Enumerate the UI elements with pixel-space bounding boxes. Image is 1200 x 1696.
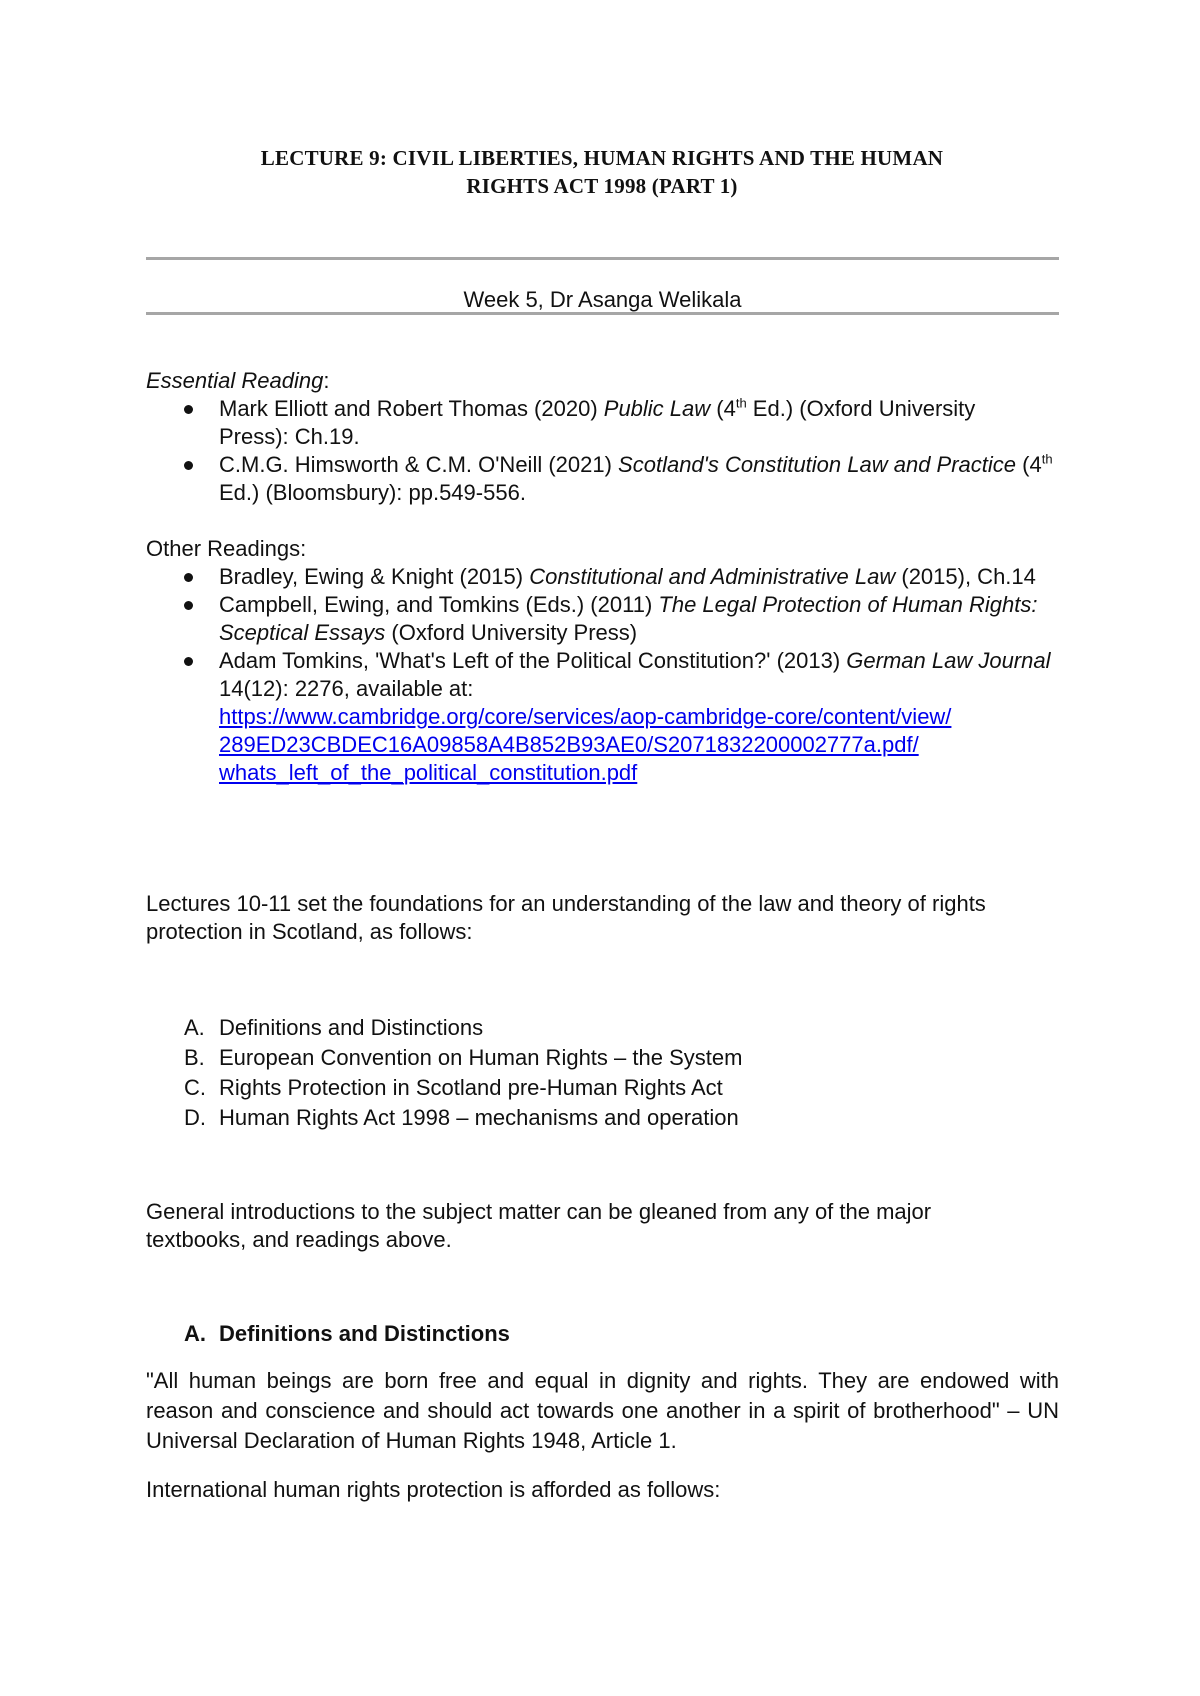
citation-authors: Adam Tomkins, 'What's Left of the Political Constitution?' (2013) <box>219 648 847 673</box>
bullet-icon <box>184 461 193 470</box>
citation-authors: Campbell, Ewing, and Tomkins (Eds.) (2011) <box>219 592 659 617</box>
intro-paragraph: Lectures 10-11 set the foundations for an understanding of the law and theory of rights protection in Scotland, as follows: <box>146 891 986 944</box>
outline-list <box>146 1013 1066 1133</box>
link-line[interactable]: whats_left_of_the_political_constitution.pdf <box>219 760 638 785</box>
outline-text: Human Rights Act 1998 – mechanisms and operation <box>219 1105 739 1130</box>
other-readings-list <box>146 563 1066 787</box>
citation-authors: Mark Elliott and Robert Thomas (2020) <box>219 396 604 421</box>
essential-reading-label: Essential Reading <box>146 368 324 393</box>
citation-authors: Bradley, Ewing & Knight (2015) <box>219 564 530 589</box>
bullet-icon <box>184 657 193 666</box>
citation-edition: (4 <box>710 396 736 421</box>
essential-reading-colon: : <box>323 368 330 393</box>
list-item <box>146 451 1069 507</box>
title-line-2: RIGHTS ACT 1998 (PART 1) <box>466 174 738 198</box>
essential-reading-section <box>146 367 1066 507</box>
bullet-icon <box>184 601 193 610</box>
lecture-title <box>146 144 1058 200</box>
outline-marker: C. <box>184 1075 206 1100</box>
outline-marker: A. <box>184 1015 205 1040</box>
citation-superscript: th <box>1041 451 1053 467</box>
essential-reading-heading <box>146 367 1066 395</box>
list-item <box>146 647 1069 787</box>
citation-superscript: th <box>735 395 747 411</box>
outline-marker: B. <box>184 1045 205 1070</box>
citation-publisher: Ed.) (Bloomsbury): pp.549-556. <box>219 480 526 505</box>
section-marker: A. <box>184 1321 206 1346</box>
outline-text: Rights Protection in Scotland pre-Human Rights Act <box>219 1075 723 1100</box>
list-item <box>146 591 1069 647</box>
outline-text: Definitions and Distinctions <box>219 1015 484 1040</box>
outline-text: European Convention on Human Rights – the System <box>219 1045 743 1070</box>
citation-authors: C.M.G. Himsworth & C.M. O'Neill (2021) <box>219 452 619 477</box>
outline-item <box>146 1103 1066 1133</box>
top-rule <box>146 257 1059 260</box>
citation-publisher: (Oxford University Press) <box>385 620 638 645</box>
bullet-icon <box>184 405 193 414</box>
link-line[interactable]: 289ED23CBDEC16A09858A4B852B93AE0/S2071832200002777a.pdf/ <box>219 732 919 757</box>
citation-title: Scotland's Constitution Law and Practice <box>618 452 1017 477</box>
link-line[interactable]: https://www.cambridge.org/core/services/aop-cambridge-core/content/view/ <box>219 704 952 729</box>
outline-item <box>146 1043 1066 1073</box>
citation-title: Public Law <box>603 396 711 421</box>
citation-edition: (4 <box>1016 452 1042 477</box>
general-paragraph: General introductions to the subject matter can be gleaned from any of the major textbooks, and readings above. <box>146 1199 932 1252</box>
citation-title: The Legal Protection of Human Rights: Sceptical Essays <box>219 592 1038 645</box>
essential-reading-list <box>146 395 1066 507</box>
outline-item <box>146 1073 1066 1103</box>
list-item <box>146 395 1049 451</box>
outline-item <box>146 1013 1066 1043</box>
outline-section <box>146 1013 1066 1133</box>
week-lecturer: Week 5, Dr Asanga Welikala <box>463 287 742 312</box>
other-readings-section <box>146 535 1066 787</box>
citation-publisher: 14(12): 2276, available at: <box>219 676 474 701</box>
other-readings-heading: Other Readings: <box>146 536 307 561</box>
closing-paragraph: International human rights protection is afforded as follows: <box>146 1477 721 1502</box>
citation-publisher: (2015), Ch.14 <box>895 564 1036 589</box>
article-link[interactable] <box>219 704 951 785</box>
citation-title: German Law Journal <box>846 648 1051 673</box>
section-title: Definitions and Distinctions <box>219 1321 510 1346</box>
udhr-quote-paragraph: "All human beings are born free and equal in dignity and rights. They are endowed with reason and conscience and should act towards one another in a spirit of brotherhood" – UN Universal Declaration of Human Rights 1948, Article 1. <box>146 1368 1059 1453</box>
bottom-rule <box>146 312 1059 315</box>
outline-marker: D. <box>184 1105 206 1130</box>
bullet-icon <box>184 573 193 582</box>
list-item <box>146 563 1069 591</box>
citation-publisher: Ed.) (Oxford University Press): Ch.19. <box>219 396 976 449</box>
citation-title: Constitutional and Administrative Law <box>529 564 896 589</box>
title-line-1: LECTURE 9: CIVIL LIBERTIES, HUMAN RIGHTS AND THE HUMAN <box>260 146 944 170</box>
